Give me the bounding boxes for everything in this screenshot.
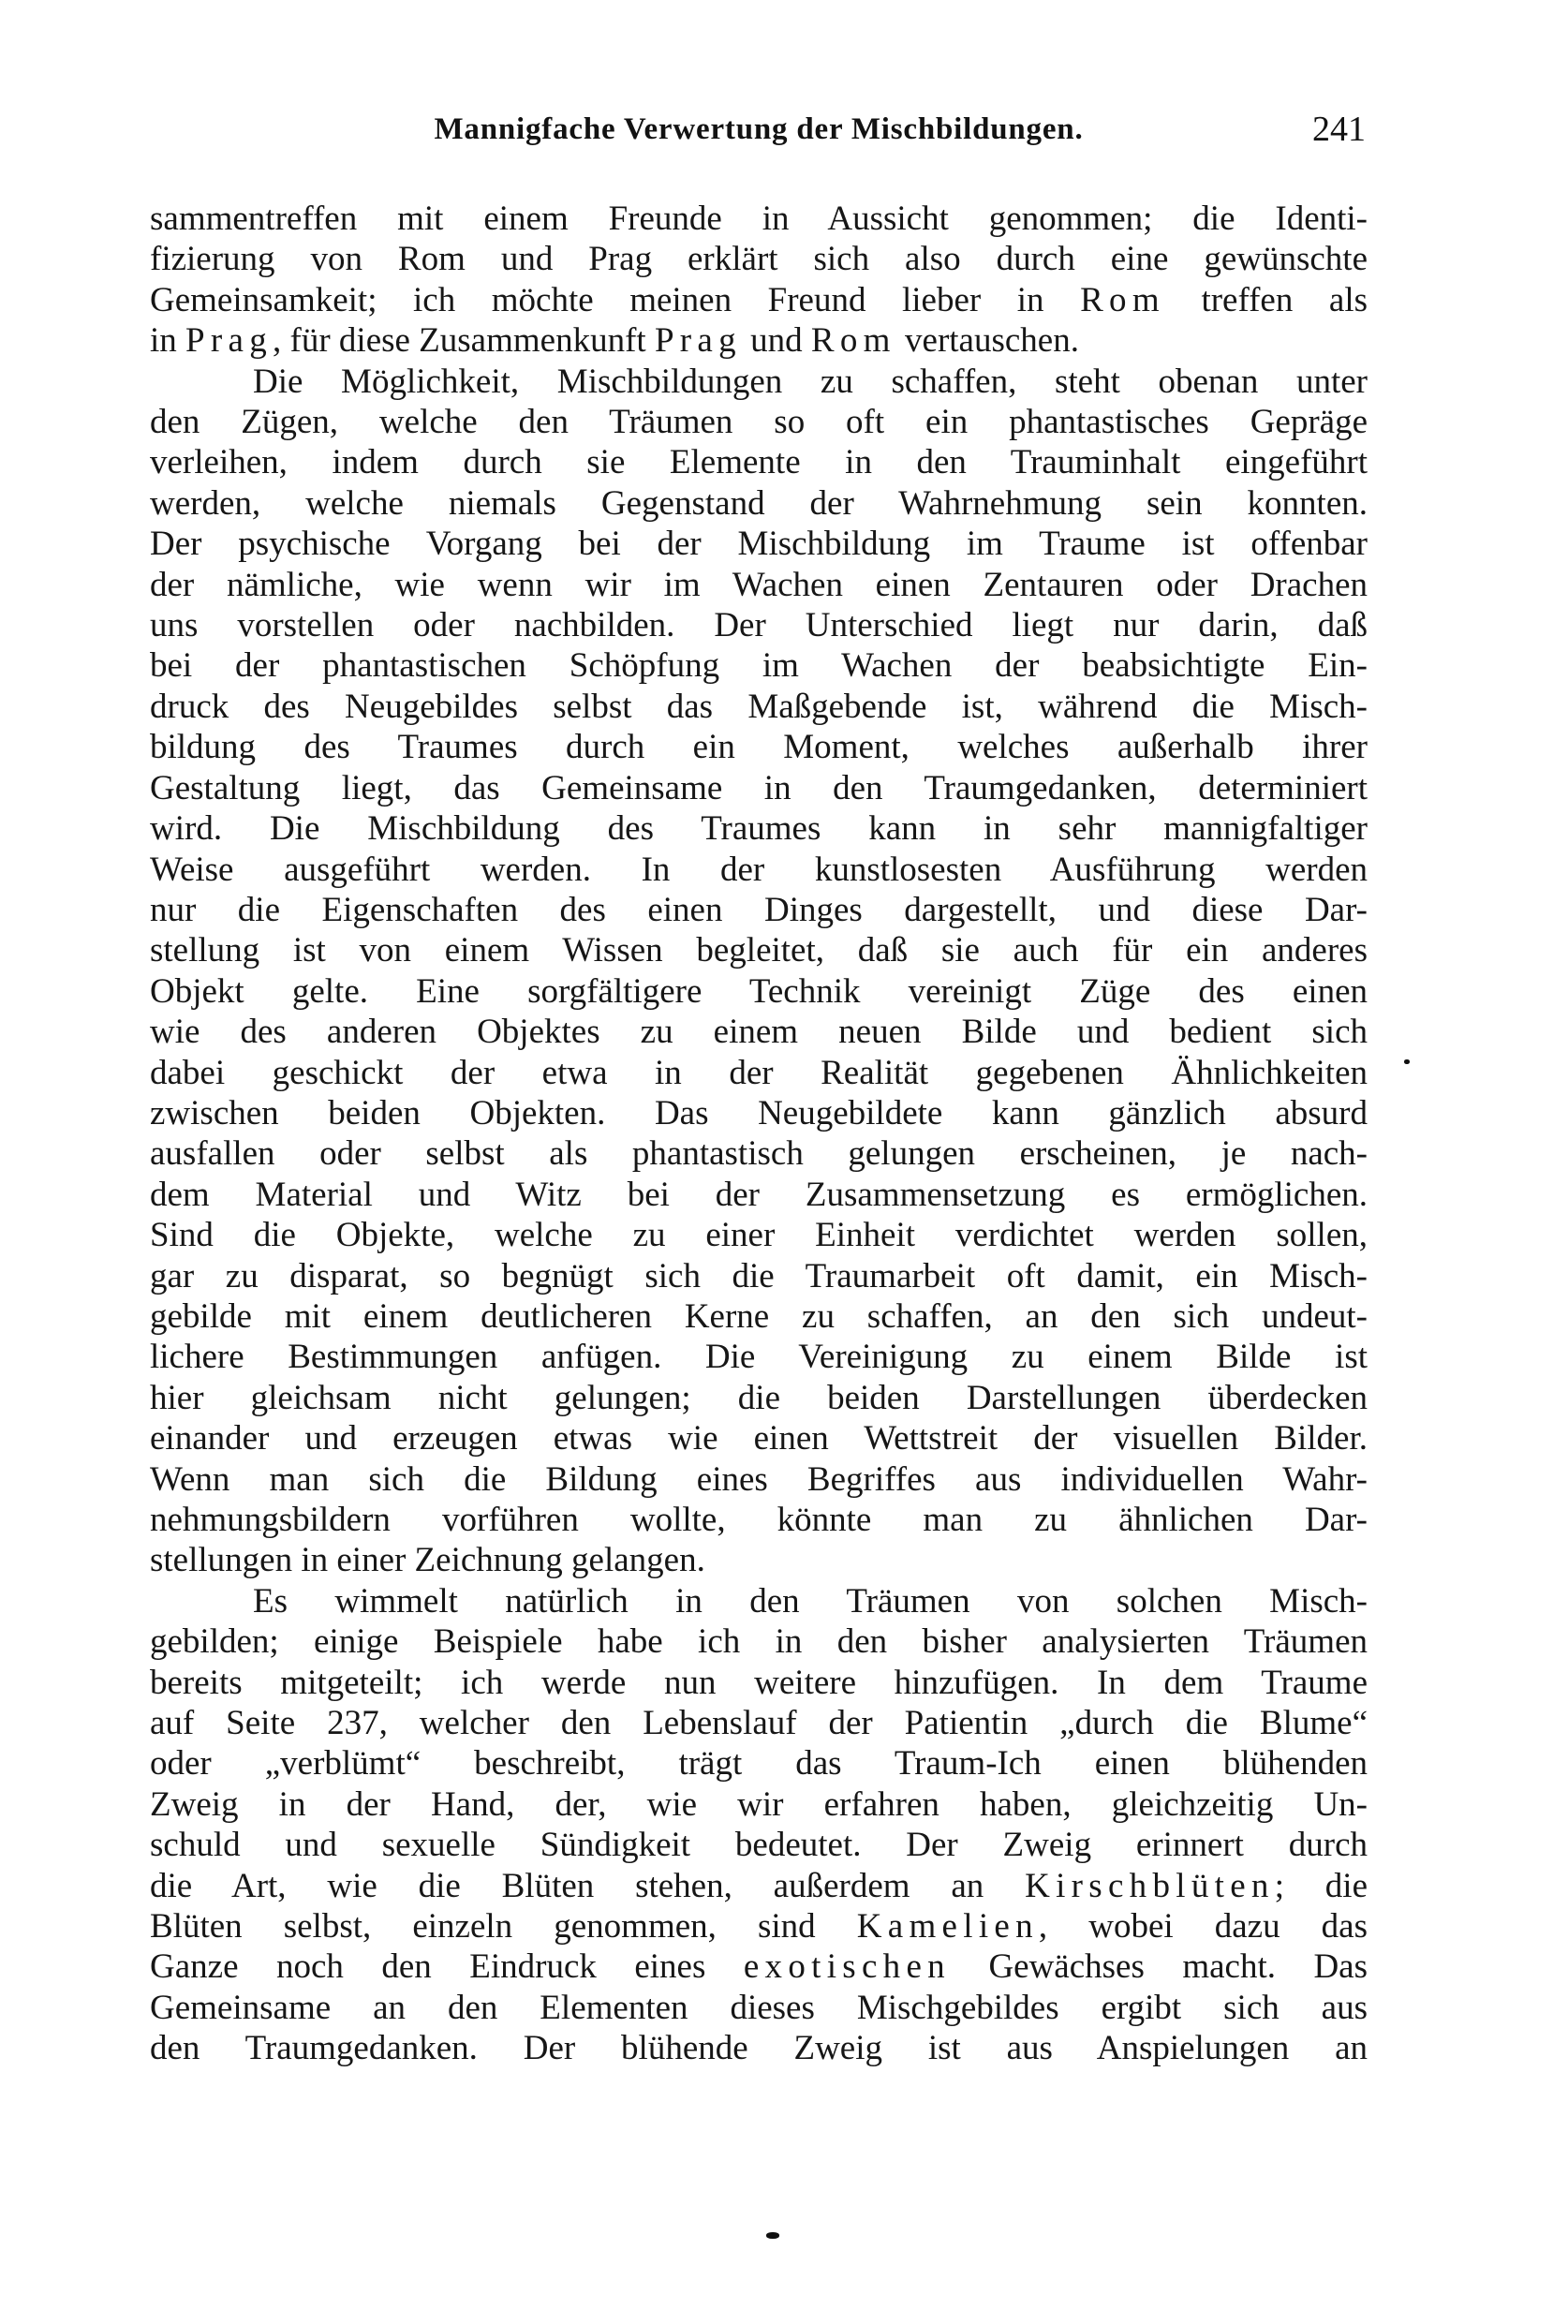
text-line: [150, 1947, 1368, 1987]
text-line: [150, 687, 1368, 727]
text-line: [150, 1825, 1368, 1865]
text-line: [150, 199, 1368, 239]
text-run: schuld und sexuelle Sündigkeit bedeutet. Der Zweig erinnert durch: [150, 1826, 1368, 1865]
text-line: [150, 1012, 1368, 1052]
text-run: fizierung von Rom und Prag erklärt sich also durch eine gewünschte: [150, 240, 1368, 279]
text-run: Gemeinsamkeit; ich möchte meinen Freund lieber in: [150, 280, 1081, 319]
text-line: [150, 402, 1368, 442]
spaced-emphasis-text: Rom: [810, 321, 896, 361]
text-line: [150, 565, 1368, 605]
text-line: [150, 1500, 1368, 1540]
text-run: Sind die Objekte, welche zu einer Einheit verdichtet werden sollen,: [150, 1216, 1368, 1255]
text-run: Objekt gelte. Eine sorgfältigere Technik vereinigt Züge des einen: [150, 971, 1368, 1011]
text-line: [150, 850, 1368, 890]
text-run: uns vorstellen oder nachbilden. Der Unterschied liegt nur darin, daß: [150, 606, 1368, 645]
text-line: [150, 1093, 1368, 1133]
text-line: [150, 1459, 1368, 1500]
text-run: Weise ausgeführt werden. In der kunstlosesten Ausführung werden: [150, 850, 1368, 889]
spaced-emphasis-text: Kamelien: [856, 1907, 1039, 1947]
scan-artifact-speck: [766, 2232, 779, 2239]
text-run: nehmungsbildern vorführen wollte, könnte man zu ähnlichen Dar-: [150, 1501, 1368, 1539]
text-run: wie des anderen Objektes zu einem neuen Bilde und bedient sich: [150, 1013, 1368, 1052]
text-run: druck des Neugebildes selbst das Maßgebende ist, während die Misch-: [150, 687, 1368, 726]
text-run: bei der phantastischen Schöpfung im Wachen der beabsichtigte Ein-: [150, 646, 1368, 686]
text-run: den Zügen, welche den Träumen so oft ein phantastisches Gepräge: [150, 403, 1368, 442]
text-run: gar zu disparat, so begnügt sich die Traumarbeit oft damit, ein Misch-: [150, 1256, 1368, 1295]
text-line: [150, 1540, 1368, 1580]
text-line: [150, 808, 1368, 849]
text-run: in: [150, 321, 186, 361]
text-line: [150, 1256, 1368, 1296]
text-line: [150, 1621, 1368, 1662]
text-run: nur die Eigenschaften des einen Dinges dargestellt, und diese Dar-: [150, 890, 1368, 929]
text-line: [150, 280, 1368, 320]
page-body: [150, 199, 1368, 2069]
text-run: Blüten selbst, einzeln genommen, sind: [150, 1907, 857, 1947]
text-line: [150, 1581, 1368, 1621]
text-run: den Traumgedanken. Der blühende Zweig ist aus Anspielungen an: [150, 2029, 1368, 2068]
text-run: bereits mitgeteilt; ich werde nun weitere hinzufügen. In dem Traume: [150, 1663, 1368, 1702]
text-line: [150, 1784, 1368, 1825]
text-run: Gemeinsame an den Elementen dieses Mischgebildes ergibt sich aus: [150, 1988, 1368, 2027]
text-run: einander und erzeugen etwas wie einen Wettstreit der visuellen Bilder.: [150, 1419, 1368, 1458]
text-line: [150, 768, 1368, 808]
text-run: der nämliche, wie wenn wir im Wachen einen Zentauren oder Drachen: [150, 565, 1368, 604]
text-line: [150, 1703, 1368, 1743]
spaced-emphasis-text: Kirschblüten: [1025, 1866, 1275, 1905]
text-line: [150, 483, 1368, 524]
text-line: [150, 971, 1368, 1012]
text-run: Die Möglichkeit, Mischbildungen zu schaffen, steht obenan unter: [253, 362, 1368, 401]
page-header: [150, 109, 1368, 150]
text-run: dem Material und Witz bei der Zusammensetzung es ermöglichen.: [150, 1175, 1368, 1214]
text-run: ausfallen oder selbst als phantastisch gelungen erscheinen, je nach-: [150, 1134, 1368, 1174]
text-run: die Art, wie die Blüten stehen, außerdem an: [150, 1866, 1026, 1905]
text-line: [150, 1743, 1368, 1784]
scan-artifact-speck: [1404, 1059, 1410, 1064]
spaced-emphasis-text: exotischen: [743, 1947, 951, 1987]
text-run: Wenn man sich die Bildung eines Begriffes aus individuellen Wahr-: [150, 1459, 1368, 1499]
running-head-title: Mannigfache Verwertung der Mischbildungen.: [434, 112, 1084, 146]
text-line: [150, 1906, 1368, 1947]
spaced-emphasis-text: Rom: [1080, 280, 1165, 319]
text-line: [150, 930, 1368, 970]
text-run: dabei geschickt der etwa in der Realität gegebenen Ähnlichkeiten: [150, 1053, 1368, 1092]
text-run: bildung des Traumes durch ein Moment, welches außerhalb ihrer: [150, 728, 1368, 767]
text-line: [150, 1175, 1368, 1215]
spaced-emphasis-text: Prag: [654, 321, 742, 361]
text-line: [150, 1866, 1368, 1906]
text-line: [150, 1988, 1368, 2028]
text-line: [150, 645, 1368, 686]
text-line: [150, 1378, 1368, 1418]
text-line: [150, 442, 1368, 482]
paragraph: [150, 199, 1368, 362]
text-line: [150, 605, 1368, 645]
text-line: [150, 727, 1368, 767]
text-line: [150, 362, 1368, 402]
text-run: wird. Die Mischbildung des Traumes kann in sehr mannigfaltiger: [150, 809, 1368, 849]
text-run: auf Seite 237, welcher den Lebenslauf der Patientin „durch die Blume“: [150, 1704, 1368, 1743]
text-line: [150, 890, 1368, 930]
text-run: Der psychische Vorgang bei der Mischbildung im Traume ist offenbar: [150, 525, 1368, 564]
text-line: [150, 1215, 1368, 1255]
paragraph: [150, 1581, 1368, 2069]
page-number: 241: [1312, 110, 1366, 149]
spaced-emphasis-text: Prag: [185, 321, 274, 361]
text-line: [150, 524, 1368, 564]
text-run: treffen als: [1164, 280, 1368, 319]
text-run: Gestaltung liegt, das Gemeinsame in den Traumgedanken, determiniert: [150, 768, 1368, 807]
text-line: [150, 1296, 1368, 1337]
text-line: [150, 320, 1368, 361]
text-run: ; die: [1274, 1866, 1368, 1905]
text-line: [150, 1053, 1368, 1093]
paragraph: [150, 362, 1368, 1581]
text-run: Ganze noch den Eindruck eines: [150, 1947, 744, 1987]
text-run: zwischen beiden Objekten. Das Neugebildete kann gänzlich absurd: [150, 1093, 1368, 1132]
text-run: werden, welche niemals Gegenstand der Wahrnehmung sein konnten.: [150, 483, 1368, 523]
text-run: gebilden; einige Beispiele habe ich in den bisher analysierten Träumen: [150, 1622, 1368, 1662]
text-line: [150, 1133, 1368, 1174]
text-line: [150, 239, 1368, 279]
text-run: stellungen in einer Zeichnung gelangen.: [150, 1541, 705, 1580]
text-run: stellung ist von einem Wissen begleitet, daß sie auch für ein anderes: [150, 931, 1368, 970]
text-line: [150, 1663, 1368, 1703]
text-run: gebilde mit einem deutlicheren Kerne zu schaffen, an den sich undeut-: [150, 1296, 1368, 1336]
text-run: Zweig in der Hand, der, wie wir erfahren haben, gleichzeitig Un-: [150, 1784, 1368, 1824]
text-run: Gewächses macht. Das: [950, 1947, 1368, 1987]
text-run: vertauschen.: [895, 321, 1079, 361]
text-line: [150, 2028, 1368, 2068]
text-line: [150, 1418, 1368, 1458]
text-run: Es wimmelt natürlich in den Träumen von solchen Misch-: [253, 1581, 1368, 1621]
text-run: und: [741, 321, 811, 361]
text-run: sammentreffen mit einem Freunde in Aussicht genommen; die Identi-: [150, 200, 1368, 238]
text-run: , wobei dazu das: [1038, 1907, 1368, 1947]
text-run: verleihen, indem durch sie Elemente in den Trauminhalt eingeführt: [150, 443, 1368, 482]
text-line: [150, 1337, 1368, 1377]
text-run: hier gleichsam nicht gelungen; die beiden Darstellungen überdecken: [150, 1378, 1368, 1417]
text-run: lichere Bestimmungen anfügen. Die Vereinigung zu einem Bilde ist: [150, 1338, 1368, 1377]
text-run: , für diese Zusammenkunft: [273, 321, 655, 361]
text-run: oder „verblümt“ beschreibt, trägt das Traum-Ich einen blühenden: [150, 1744, 1368, 1784]
